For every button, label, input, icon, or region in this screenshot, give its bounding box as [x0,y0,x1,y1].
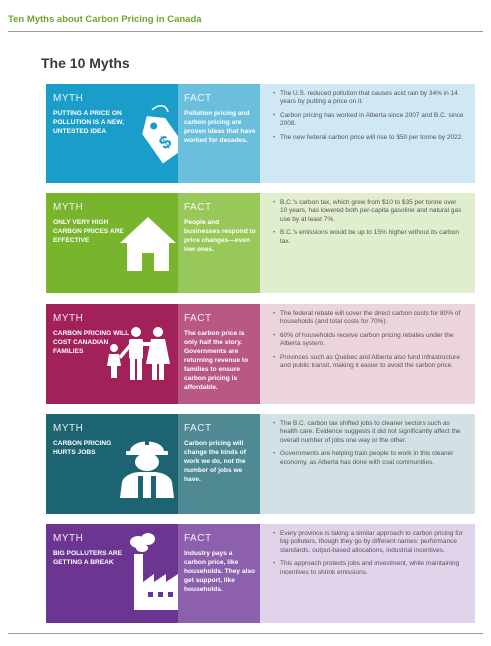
bullet-item: • The federal rebate will cover the direct carbon costs for 80% of households (and total costs for 70%). [273,310,465,327]
fact-panel [178,84,260,183]
fact-text: Pollution pricing and carbon pricing are proven ideas that have worked for decades. [184,110,256,144]
fact-label: FACT [184,93,212,104]
fact-label: FACT [184,202,212,213]
bullet-item: • This approach protects jobs and investment, while maintaining incentives to shrink emissions. [273,560,465,577]
fact-panel [178,414,260,514]
bullet-list [273,310,465,370]
fact-text: Carbon pricing will change the kinds of work we do, not the number of jobs we have. [184,440,246,483]
bullet-item: • Provinces such as Quebec and Alberta also fund infrastructure and public transit, making it easier to avoid the carbon price. [273,354,465,371]
myth-text: BIG POLLUTERS ARE GETTING A BREAK [53,550,122,566]
bullet-item: • Governments are helping train people to work in this cleaner economy, as Alberta has done with coal communities. [273,450,465,467]
myth-text: PUTTING A PRICE ON POLLUTION IS A NEW, UNTESTED IDEA [53,110,124,135]
bullet-list [273,420,465,467]
fact-label: FACT [184,423,212,434]
fact-text: Industry pays a carbon price, like households. They also get support, like households. [184,550,256,593]
myth-panel [46,304,178,404]
myth-panel [46,414,178,514]
details-panel [260,414,475,514]
fact-text: The carbon price is only half the story. Governments are returning revenue to families to ensure carbon pricing is affordable. [184,330,249,391]
bullet-list [273,199,465,246]
bullet-item: • 60% of households receive carbon pricing rebates under the Alberta system. [273,332,465,349]
details-panel [260,193,475,293]
myth-label: MYTH [53,533,84,544]
myth-label: MYTH [53,93,84,104]
bullet-item: • The new federal carbon price will rise to $50 per tonne by 2022. [273,134,465,142]
price-tag-icon [132,104,178,166]
factory-icon [126,530,178,610]
fact-panel [178,524,260,623]
myth-label: MYTH [53,313,84,324]
section-title: The 10 Myths [41,55,130,71]
fact-text: People and businesses respond to price changes—even low ones. [184,219,256,253]
myth-row-5 [46,524,475,623]
myth-text: CARBON PRICING HURTS JOBS [53,440,112,456]
details-panel [260,84,475,183]
fact-label: FACT [184,313,212,324]
myth-row-4 [46,414,475,514]
bullet-item: • The U.S. reduced pollution that causes acid rain by 34% in 14 years by putting a price on it. [273,90,465,107]
fact-label: FACT [184,533,212,544]
bullet-item: • B.C.'s emissions would be up to 15% higher without its carbon tax. [273,229,465,246]
myth-text: ONLY VERY HIGH CARBON PRICES ARE EFFECTIVE [53,219,124,244]
details-panel [260,304,475,404]
bullet-list [273,90,465,142]
myth-text: CARBON PRICING WILL COST CANADIAN FAMILIES [53,330,130,355]
bullet-item: • Every province is taking a similar approach to carbon pricing for big polluters, though they go by different names: performance standards, output-based allocations, industrial incentives. [273,530,465,555]
bullet-item: • Carbon pricing has worked in Alberta since 2007 and B.C. since 2008. [273,112,465,129]
bullet-list [273,530,465,577]
myth-label: MYTH [53,423,84,434]
header-divider [8,31,483,32]
details-panel [260,524,475,623]
myth-row-3 [46,304,475,404]
svg-text:$: $ [155,131,176,154]
myth-row-2 [46,193,475,293]
bullet-item: • The B.C. carbon tax shifted jobs to cleaner sectors such as health care. Evidence suggests it did not significantly affect the overall number of jobs one way or the other. [273,420,465,445]
document-header-title: Ten Myths about Carbon Pricing in Canada [8,14,202,25]
myth-panel [46,524,178,623]
myth-panel [46,193,178,293]
footer-divider [8,633,483,634]
fact-panel [178,304,260,404]
myth-panel [46,84,178,183]
myth-row-1 [46,84,475,183]
bullet-item: • B.C.'s carbon tax, which grew from $10 to $35 per tonne over 10 years, has lowered both per-capita gasoline and natural gas use by at least 7%. [273,199,465,224]
fact-panel [178,193,260,293]
myth-label: MYTH [53,202,84,213]
